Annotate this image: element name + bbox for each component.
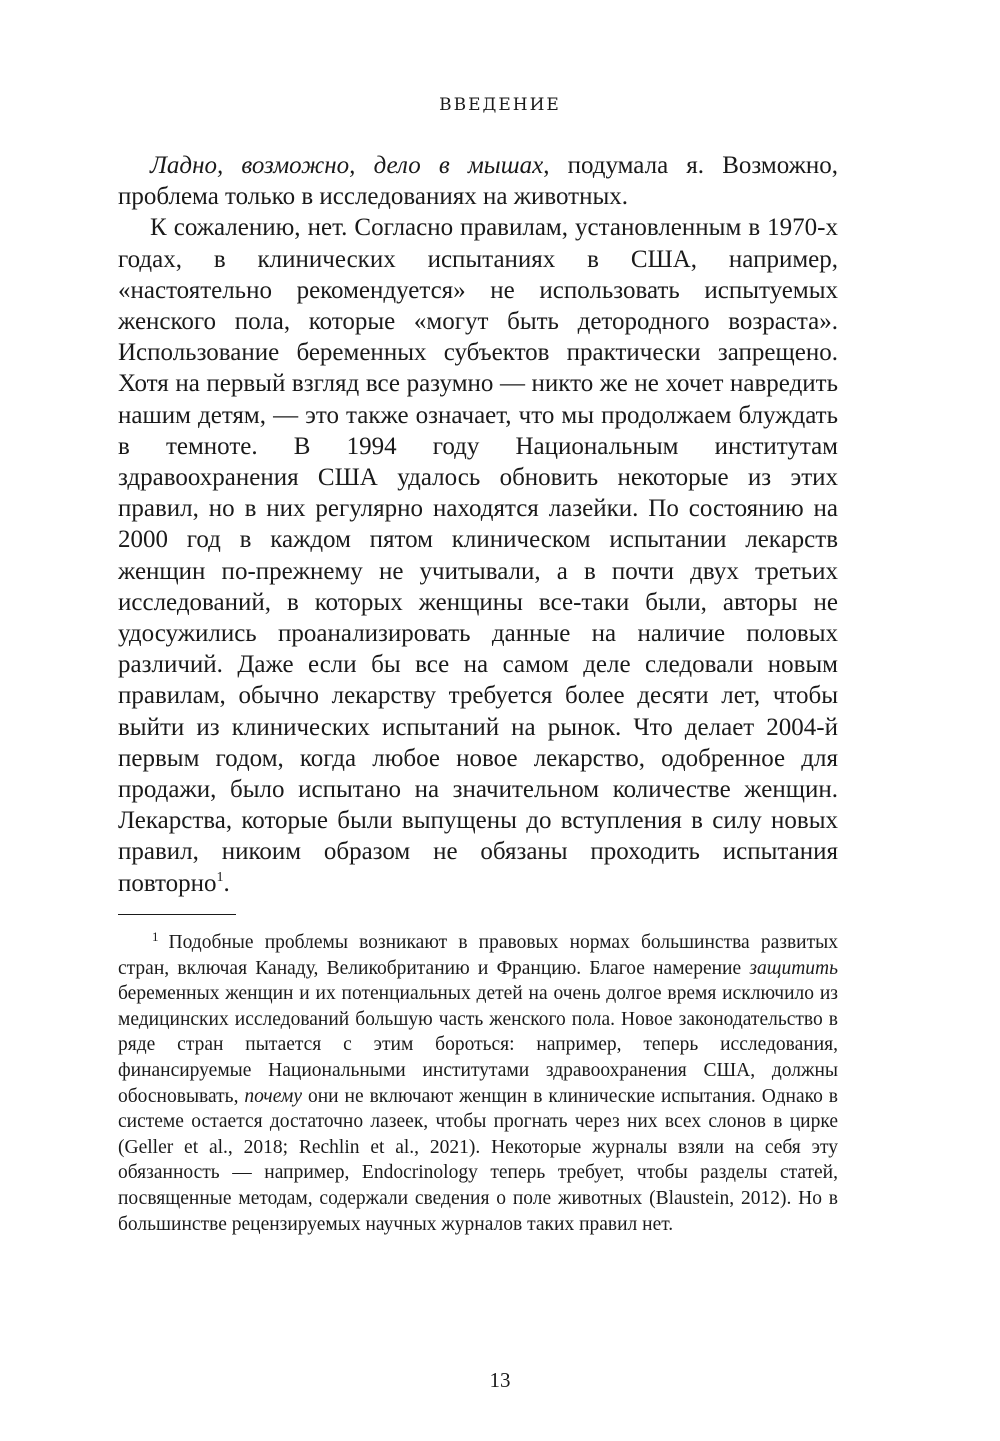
page-number: 13 (489, 1368, 511, 1392)
paragraph-2-text: К сожалению, нет. Согласно правилам, установленным в 1970-х годах, в клинических испытаниях в США, например, «настоятельно рекомендуется» не использовать испытуемых женского пола, которые «могут быть детородного возраста». Использование беременных субъектов практически запрещено. Хотя на первый взгляд все разумно — никто же не хочет навредить нашим детям, — это также означает, что мы продолжаем блуждать в темноте. В 1994 году Национальным институтам здравоохранения США удалось обновить некоторые из этих правил, но в них регулярно находятся лазейки. По состоянию на 2000 год в каждом пятом клиническом испытании лекарств женщин по-прежнему не учитывали, а в почти двух третьих исследований, в которых женщины все-таки были, авторы не удосужились проанализировать данные на наличие половых различий. Даже если бы все на самом деле следовали новым правилам, обычно лекарству требуется более десяти лет, чтобы выйти из клинических испытаний на рынок. Что делает 2004-й первым годом, когда любое новое лекарство, одобренное для продажи, было испытано на значительном количестве женщин. Лекарства, которые были выпущены до вступления в силу новых правил, никоим образом не обязаны проходить испытания повторно (118, 214, 838, 897)
footnote-text-3: они не включают женщин в клинические испытания. Однако в системе остается достаточно лазеек, чтобы прогнать через них всех слонов в цирке (Geller et al., 2018; Rechlin et al., 2021). Некоторые журналы взяли на себя эту обязанность — например, Endocrinology теперь требует, чтобы разделы статей, посвященные методам, содержали сведения о поле животных (Blaustein, 2012). Но в большинстве рецензируемых научных журналов таких правил нет. (118, 1085, 839, 1235)
running-title: ВВЕДЕНИЕ (439, 95, 561, 115)
main-text (118, 150, 838, 899)
paragraph-1-text: , подумала я. Возможно, проблема только в исследованиях на животных. (118, 152, 838, 211)
footnote-1 (118, 930, 838, 1237)
paragraph-1 (118, 150, 838, 212)
footnote-reference[interactable]: 1 (216, 869, 224, 885)
footnote-marker: 1 (152, 929, 159, 944)
footnote-divider (118, 914, 236, 915)
footnote-text-2: беременных женщин и их потенциальных детей на очень долгое время исключило из медицинских исследований большую часть женского пола. Новое законодательство в ряде стран пытается с этим бороться: например, теперь исследования, финансируемые Национальными институтами здравоохранения США, должны обосновывать, (118, 983, 838, 1107)
paragraph-2-end: . (223, 869, 230, 897)
footnote-text-1: Подобные проблемы возникают в правовых нормах большинства развитых стран, включая Канаду, Великобританию и Францию. Благое намерение (118, 932, 838, 979)
paragraph-2 (118, 212, 838, 898)
footnote-italic-1: защитить (749, 957, 838, 979)
footnote-italic-2: почему (244, 1085, 302, 1107)
paragraph-1-italic: Ладно, возможно, дело в мышах (150, 152, 544, 179)
